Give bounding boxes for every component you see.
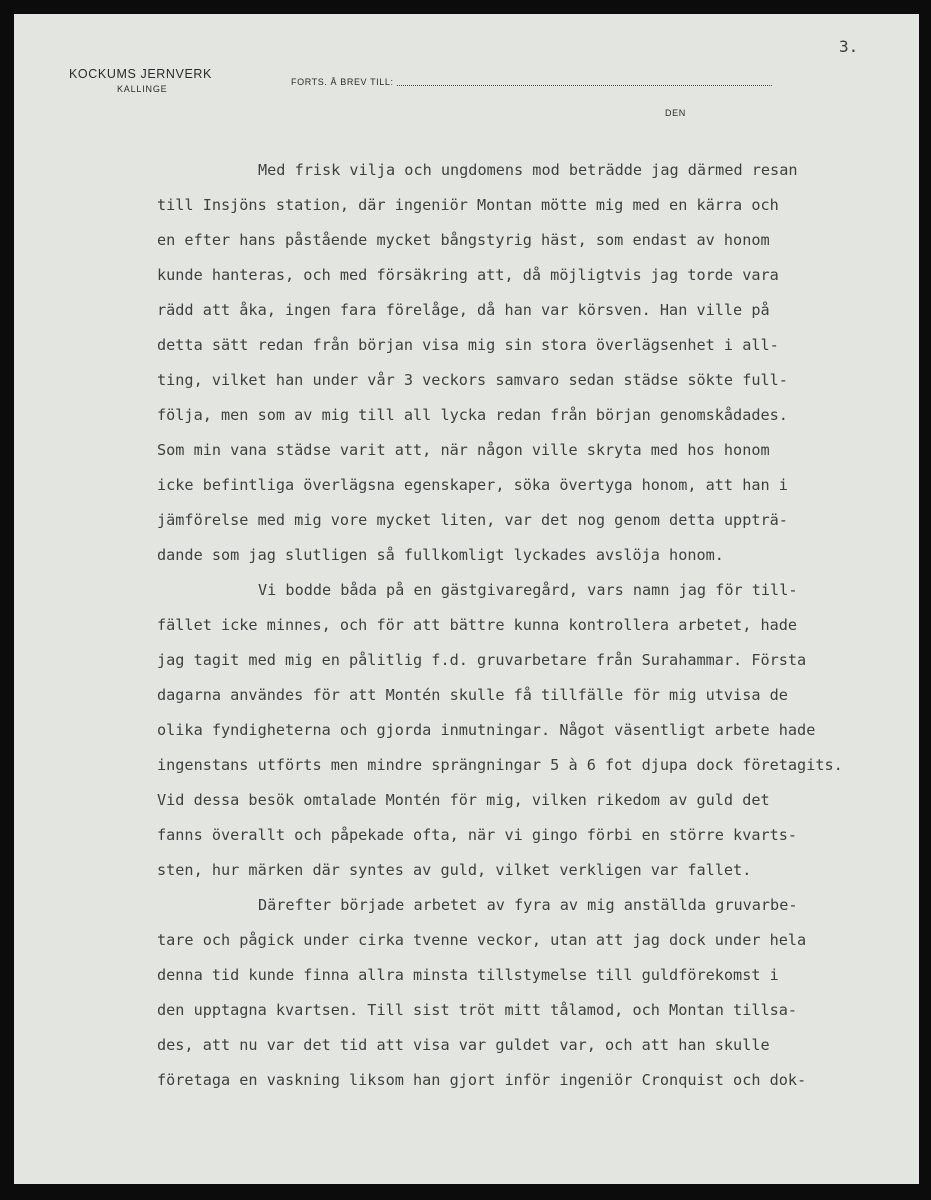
text-line: Vid dessa besök omtalade Montén för mig, vilken rikedom av guld det	[157, 791, 770, 809]
text-line: sten, hur märken där syntes av guld, vilket verkligen var fallet.	[157, 861, 752, 879]
text-line: ting, vilket han under vår 3 veckors samvaro sedan städse sökte full-	[157, 371, 788, 389]
continuation-label: FORTS. Å BREV TILL:	[291, 77, 394, 87]
text-line: rädd att åka, ingen fara förelåge, då han var körsven. Han ville på	[157, 301, 770, 319]
text-line: dande som jag slutligen så fullkomligt lyckades avslöja honom.	[157, 546, 724, 564]
text-line: Som min vana städse varit att, när någon ville skryta med hos honom	[157, 441, 770, 459]
text-line: ingenstans utförts men mindre sprängningar 5 à 6 fot djupa dock företagits.	[157, 756, 843, 774]
text-line: icke befintliga överlägsna egenskaper, söka övertyga honom, att han i	[157, 476, 788, 494]
date-label: DEN	[665, 108, 686, 118]
text-line: företaga en vaskning liksom han gjort inför ingeniör Cronquist och dok-	[157, 1071, 807, 1089]
text-line: den upptagna kvartsen. Till sist tröt mitt tålamod, och Montan tillsa-	[157, 1001, 798, 1019]
text-line: jag tagit med mig en pålitlig f.d. gruvarbetare från Surahammar. Första	[157, 651, 807, 669]
page-number: 3.	[839, 37, 859, 56]
text-line: Därefter började arbetet av fyra av mig anställda gruvarbe-	[258, 896, 798, 914]
text-line: Vi bodde båda på en gästgivaregård, vars namn jag för till-	[258, 581, 798, 599]
letter-page	[14, 14, 919, 1184]
text-line: Med frisk vilja och ungdomens mod beträdde jag därmed resan	[258, 161, 798, 179]
text-line: olika fyndigheterna och gjorda inmutningar. Något väsentligt arbete hade	[157, 721, 816, 739]
text-line: dagarna användes för att Montén skulle få tillfälle för mig utvisa de	[157, 686, 788, 704]
text-line: tare och pågick under cirka tvenne veckor, utan att jag dock under hela	[157, 931, 807, 949]
text-line: följa, men som av mig till all lycka redan från början genomskådades.	[157, 406, 788, 424]
text-line: till Insjöns station, där ingeniör Montan mötte mig med en kärra och	[157, 196, 779, 214]
text-line: en efter hans påstående mycket bångstyrig häst, som endast av honom	[157, 231, 770, 249]
text-line: fanns överallt och påpekade ofta, när vi gingo förbi en större kvarts-	[157, 826, 798, 844]
text-line: kunde hanteras, och med försäkring att, då möjligtvis jag torde vara	[157, 266, 779, 284]
letterhead-company: KOCKUMS JERNVERK	[69, 67, 212, 81]
text-line: des, att nu var det tid att visa var guldet var, och att han skulle	[157, 1036, 770, 1054]
text-line: denna tid kunde finna allra minsta tillstymelse till guldförekomst i	[157, 966, 779, 984]
text-line: fället icke minnes, och för att bättre kunna kontrollera arbetet, hade	[157, 616, 798, 634]
typed-body-text	[14, 14, 919, 1184]
text-line: detta sätt redan från början visa mig sin stora överlägsenhet i all-	[157, 336, 779, 354]
text-line: jämförelse med mig vore mycket liten, var det nog genom detta uppträ-	[157, 511, 788, 529]
letterhead-place: KALLINGE	[117, 84, 168, 94]
